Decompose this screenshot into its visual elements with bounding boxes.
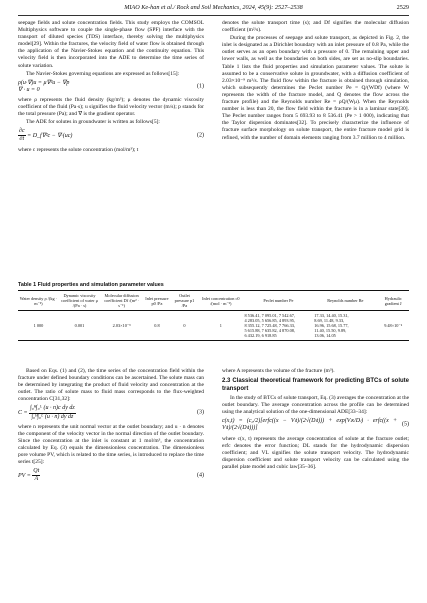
- equation-4-lhs: PV =: [18, 473, 31, 480]
- equation-3-fraction: [29, 405, 76, 420]
- section-heading: 2.3 Classical theoretical framework for predicting BTCs of solute transport: [222, 378, 409, 392]
- paragraph: where A represents the volume of the fracture (m³).: [222, 368, 335, 374]
- paragraph: denotes the solute transport time (s); and Df signifies the molecular diffusion coefficient (m²/s).: [222, 20, 409, 34]
- paragraph: where c(x, t) represents the average concentration of solute at the fracture outlet; erfc denotes the error function; DL stands for the hydrodynamic dispersion coefficient; and VL signifies the solute transport velocity. The hydrodynamic dispersion coefficient and solute transport velocity can be calculated using the parallel plate model and cubic law[35–36].: [222, 435, 409, 470]
- equation-1-line-1: ρ(u·∇)u = μ∇²u − ∇p: [18, 79, 70, 86]
- table-1: [18, 282, 409, 341]
- paragraph: The Navier-Stokes governing equations are expressed as follows[15]:: [26, 70, 180, 77]
- paragraph: During the processes of seepage and solute transport, as depicted in Fig. 2, the inlet is designated as a Dirichlet boundary with an inlet pressure of 0.8 Pa, while the outlet serves as an open boundary with a pressure of 0. The remaining upper and lower walls, as well as the boundaries on both sides, are set as no-slip boundaries. Table 1 lists the fluid properties and simulation parameter values. The solute is assumed to be a conservative solute in groundwater, with a diffusion coefficient of 2.03×10⁻⁹ m²/s. The fluid flow within the fracture is obtained through simulation, which subsequently determines the Peclet number Pe = Q/(WDf) (where W represents the width of the fracture model, and Q denotes the flow across the fracture profile) and the Reynolds number Re = ρQ/(Wμ). When the Reynolds number is less than 20, the flow field within the fracture is in a laminar state[30]. The Peclet number ranges from 5 693.93 to 8 536.41 (Pe > 1 000), indicating that the Taylor dispersion dominates[32]. To precisely characterize the influence of fracture surface morphology on solute transport, the entire fracture model grid is refined, with the number of domain elements ranging from 3.7 million to 4 million.: [222, 35, 409, 141]
- paragraph: Based on Eqs. (1) and (2), the time series of the concentration field within the fracture under defined boundary conditions can be ascertained. The solute mass can be determined by integrating the product of fluid velocity and concentration at the outlet. The ratio of solute mass to fluid mass corresponds to the flux-weighted concentration C[31,32]:: [18, 368, 204, 403]
- table-header-cell: Hydraulic gradient J: [377, 291, 409, 311]
- table-header-cell: Inlet pressure p0 /Pa: [143, 291, 171, 311]
- table-header-cell: Outlet pressure p1 /Pa: [171, 291, 199, 311]
- left-column-bottom: [18, 368, 204, 486]
- equation-4-denominator: A: [34, 476, 39, 483]
- table-header-cell: Dynamic viscosity coefficient of water μ /(Pa · s): [59, 291, 100, 311]
- equation-4-fraction: [32, 468, 40, 483]
- equation-4-numerator: Qt: [32, 468, 40, 476]
- table-row: [18, 311, 409, 341]
- equation-3-numerator: ∫₀ᴴ∫₀ᴸ (u · n)c dy dz: [29, 405, 76, 413]
- page-number: 2529: [396, 4, 409, 11]
- table-cell: 2.03×10⁻⁹: [100, 311, 143, 341]
- equation-3-lhs: C =: [18, 410, 28, 417]
- table-cell: 17.33, 14.40, 15.31, 8.69, 11.48, 9.33, 16.96, 15.68, 15.77, 11.40, 15.50, 9.89, 13.06, 14.05: [313, 311, 377, 341]
- equation-5: [222, 418, 409, 432]
- table-cell: 0.8: [143, 311, 171, 341]
- equation-1-line-2: ∇ · u = 0: [18, 86, 40, 93]
- equation-2-denominator: ∂t: [19, 136, 25, 143]
- equation-number: (5): [402, 421, 409, 428]
- table-header-cell: Water density ρ /(kg · m⁻³): [18, 291, 59, 311]
- table-cell: 9.48×10⁻⁶: [377, 311, 409, 341]
- parameter-table: [18, 290, 409, 341]
- equation-number: (1): [197, 83, 204, 90]
- table-header-cell: Inlet concentration c0 /(mol · m⁻³): [198, 291, 243, 311]
- table-caption: Table 1 Fluid properties and simulation parameter values: [18, 282, 164, 288]
- paragraph: where ρ represents the fluid density (kg/m³); μ denotes the dynamic viscosity coefficient of the fluid (Pa·s); u signifies the fluid velocity vector (m/s); p stands for the total pressure (Pa); and ∇ is the gradient operator.: [18, 96, 204, 118]
- equation-number: (2): [197, 132, 204, 139]
- table-header-cell: Molecular diffusion coefficient Df /(m² · s⁻¹): [100, 291, 143, 311]
- table-header-row: [18, 291, 409, 311]
- equation-4: [18, 468, 204, 483]
- header-rule: [18, 15, 409, 16]
- equation-number: (3): [197, 409, 204, 416]
- equation-2-numerator: ∂c: [18, 128, 26, 136]
- paragraph: where c represents the solute concentration (mol/m³); t: [18, 146, 139, 153]
- table-cell: 1 000: [18, 311, 59, 341]
- equation-2-rhs: = D_f∇²c − ∇·(uc): [27, 133, 73, 140]
- right-column-top: [222, 20, 409, 143]
- equation-2: [18, 128, 204, 143]
- running-title: MIAO Ke-han et al./ Rock and Soil Mechanics, 2024, 45(9): 2527–2538: [124, 4, 303, 11]
- equation-3: [18, 405, 204, 420]
- table-cell: 0.001: [59, 311, 100, 341]
- table-cell: 1: [198, 311, 243, 341]
- right-column-bottom: [222, 368, 409, 472]
- paragraph: where n represents the unit normal vector at the outlet boundary; and u · n denotes the component of the velocity vector in the normal direction of the outlet boundary. Since the concentration at the inlet is constant at 1 mol/m³, the concentration calculated by Eq. (3) equals the dimensionless concentration. The dimensionless pore volume PV, which is related to the time series, is introduced to replace the time series t[25]:: [18, 423, 204, 466]
- equation-5-rhs: (c₀/2)[erfc((x − Vₗt)/(2√(Dₗt))) + exp(Vₗx/Dₗ) · erfc((x + Vₗt)/(2√(Dₗt)))]: [222, 418, 397, 432]
- equation-1: [18, 80, 204, 94]
- table-header-cell: Peclet number Pe: [243, 291, 313, 311]
- equation-number: (4): [197, 472, 204, 479]
- paragraph: seepage fields and solute concentration fields. This study employs the COMSOL Multiphysics software to couple the single-phase flow (SPF) interface with the transport of diluted species (TDS) interface, thereby solving the multiphysics model[29]. Within the fractures, the velocity field of water flow is obtained through the application of the Navier-Stokes equation and the continuity equation. This velocity field is then incorporated into the ADE to determine the time series of solute variation.: [18, 20, 204, 69]
- paragraph: The ADE for solutes in groundwater is written as follows[5]:: [26, 119, 160, 126]
- equation-5-lhs: c(x,t) =: [222, 418, 243, 425]
- paragraph: In the study of BTCs of solute transport, Eq. (3) averages the concentration at the outlet boundary. The average concentration across the profile can be determined using the analytical solution of the one-dimensional ADE[33–34]:: [222, 395, 410, 416]
- table-cell: 0: [171, 311, 199, 341]
- equation-2-lhs: [18, 128, 26, 143]
- table-header-cell: Reynolds number Re: [313, 291, 377, 311]
- equation-3-denominator: ∫₀ᴴ∫₀ᴸ (u · n) dy dz: [31, 413, 74, 420]
- table-cell: 8 536.41, 7 095.01, 7 542.67, 4 283.05, 5 656.85, 4 893.95, 8 355.12, 7 725.48, 7 766.33, 5 615.88, 7 635.82, 4 870.08, 6 432.19, 6 918.85: [243, 311, 313, 341]
- left-column-top: [18, 20, 204, 155]
